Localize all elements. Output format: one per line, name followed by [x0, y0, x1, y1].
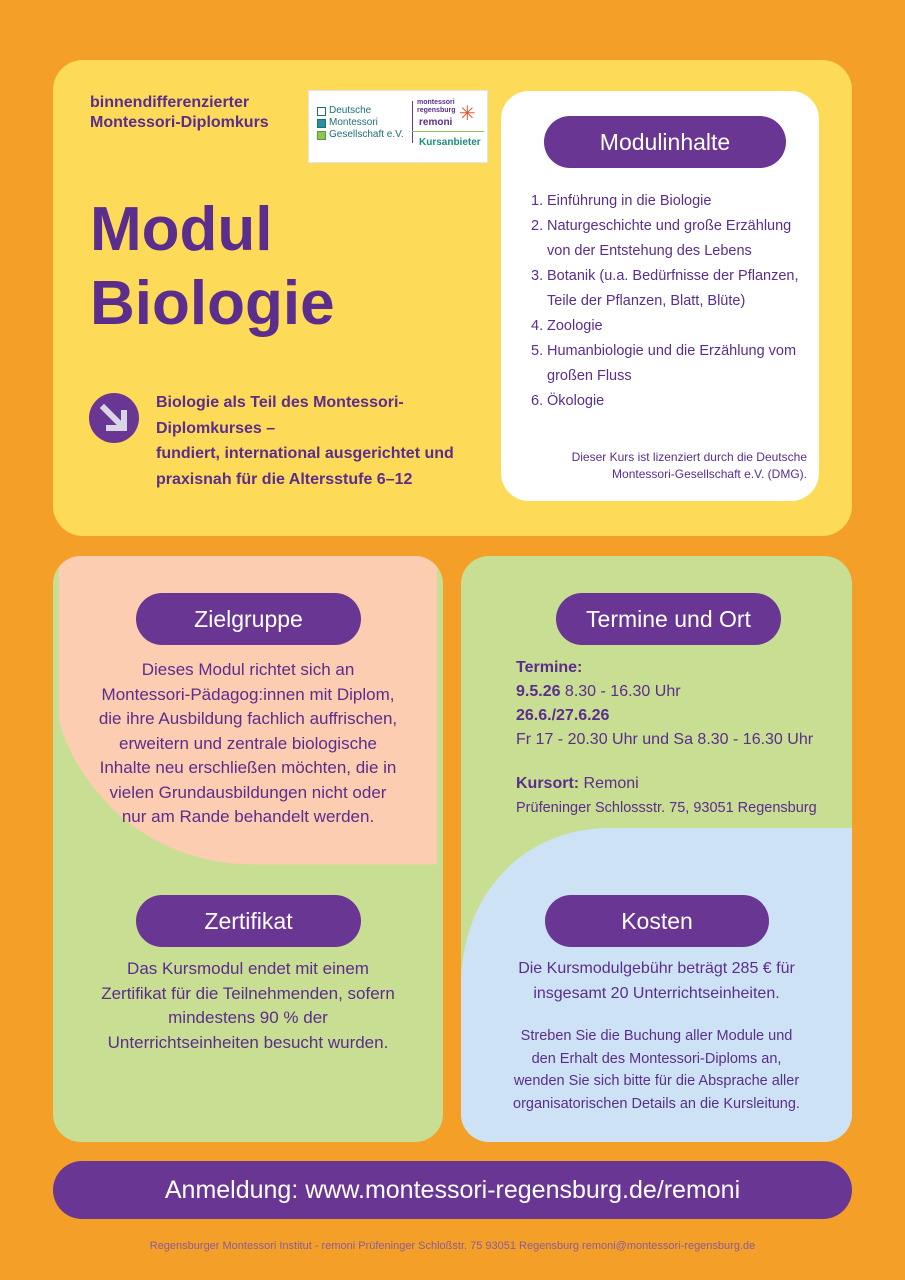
- remoni-logo-text: montessori regensburg: [417, 99, 456, 114]
- kursort-address: Prüfeninger Schlossstr. 75, 93051 Regensburg: [516, 800, 817, 816]
- modul-item-text: Zoologie: [547, 318, 603, 334]
- logo-box: [308, 90, 488, 163]
- modul-item: [531, 214, 816, 264]
- modulinhalte-list: [531, 189, 816, 414]
- time-2: Fr 17 - 20.30 Uhr und Sa 8.30 - 16.30 Uhr: [516, 731, 814, 748]
- star-icon: ✳: [459, 103, 476, 125]
- kursort-name: Remoni: [579, 775, 639, 792]
- modul-item-number: 2.: [531, 218, 544, 234]
- remoni-name: remoni: [419, 117, 453, 128]
- modul-item-number: 6.: [531, 393, 544, 409]
- left-panel: [53, 556, 443, 1142]
- page-title: Modul Biologie: [90, 195, 335, 338]
- modul-item: [531, 189, 816, 214]
- date-2: 26.6./27.6.26: [516, 707, 610, 724]
- date-1: 9.5.26: [516, 683, 561, 700]
- top-panel: [53, 60, 852, 536]
- kursanbieter-label: Kursanbieter: [419, 137, 481, 148]
- modul-item: [531, 389, 816, 414]
- dmg-logo: Deutsche Montessori Gesellschaft e.V.: [317, 105, 404, 141]
- modul-item-number: 5.: [531, 343, 544, 359]
- zertifikat-heading: Zertifikat: [136, 895, 361, 947]
- zielgruppe-text: Dieses Modul richtet sich an Montessori-Pädagog:innen mit Diplom, die ihre Ausbildung fachlich auffrischen, erweitern und zentrale biologische Inhalte neu erschließen möchten, die in vielen Grundausbildungen nicht oder nur am Rande behandelt werden.: [98, 660, 398, 826]
- square-icon: [317, 107, 326, 116]
- license-note: Dieser Kurs ist lizenziert durch die Deutsche Montessori-Gesellschaft e.V. (DMG).: [571, 450, 807, 481]
- kursort-label: Kursort:: [516, 775, 580, 792]
- modul-item: [531, 339, 816, 389]
- time-1: 8.30 - 16.30 Uhr: [560, 683, 681, 700]
- anmeldung-banner[interactable]: Anmeldung: www.montessori-regensburg.de/remoni: [53, 1161, 852, 1219]
- modul-item: [531, 264, 816, 314]
- logo-line: [412, 131, 484, 132]
- modul-item-text: Naturgeschichte und große Erzählung von der Entstehung des Lebens: [547, 218, 792, 259]
- zertifikat-text: Das Kursmodul endet mit einem Zertifikat für die Teilnehmenden, sofern mindestens 90 % der Unterrichtseinheiten besucht wurden.: [101, 959, 395, 1052]
- modul-item-text: Einführung in die Biologie: [547, 193, 712, 209]
- kosten-note: Streben Sie die Buchung aller Module und den Erhalt des Montessori-Diploms an, wenden Sie sich bitte für die Absprache aller organisatorischen Details an die Kursleitung.: [513, 1028, 800, 1112]
- termine-label: Termine:: [516, 659, 583, 676]
- modul-item-text: Botanik (u.a. Bedürfnisse der Pflanzen, Teile der Pflanzen, Blatt, Blüte): [547, 268, 799, 309]
- modul-item-number: 3.: [531, 268, 544, 284]
- modul-item-number: 4.: [531, 318, 544, 334]
- kosten-text: Die Kursmodulgebühr beträgt 285 € für insgesamt 20 Unterrichtseinheiten.: [518, 960, 795, 1002]
- modul-item: [531, 314, 816, 339]
- check-square-icon: [317, 119, 326, 128]
- modulinhalte-heading: Modulinhalte: [544, 116, 786, 168]
- course-title: binnendifferenzierter Montessori-Diplomkurs: [90, 94, 269, 131]
- leaf-square-icon: [317, 131, 326, 140]
- modul-item-text: Humanbiologie und die Erzählung vom großen Fluss: [547, 343, 797, 384]
- modul-item-number: 1.: [531, 193, 544, 209]
- termine-details: [516, 656, 836, 820]
- modulinhalte-card: [501, 91, 819, 501]
- zielgruppe-heading: Zielgruppe: [136, 593, 361, 645]
- kosten-heading: Kosten: [545, 895, 769, 947]
- logo-divider: [412, 101, 413, 143]
- footer: Regensburger Montessori Institut - remoni Prüfeninger Schloßstr. 75 93051 Regensburg remoni@montessori-regensburg.de: [149, 1240, 756, 1252]
- modul-item-text: Ökologie: [547, 393, 605, 409]
- intro-text: Biologie als Teil des Montessori- Diplomkurses – fundiert, international ausgerichtet und praxisnah für die Altersstufe 6–12: [156, 394, 454, 488]
- right-panel: [461, 556, 852, 1142]
- arrow-down-right-icon: [89, 393, 139, 443]
- termine-heading: Termine und Ort: [556, 593, 781, 645]
